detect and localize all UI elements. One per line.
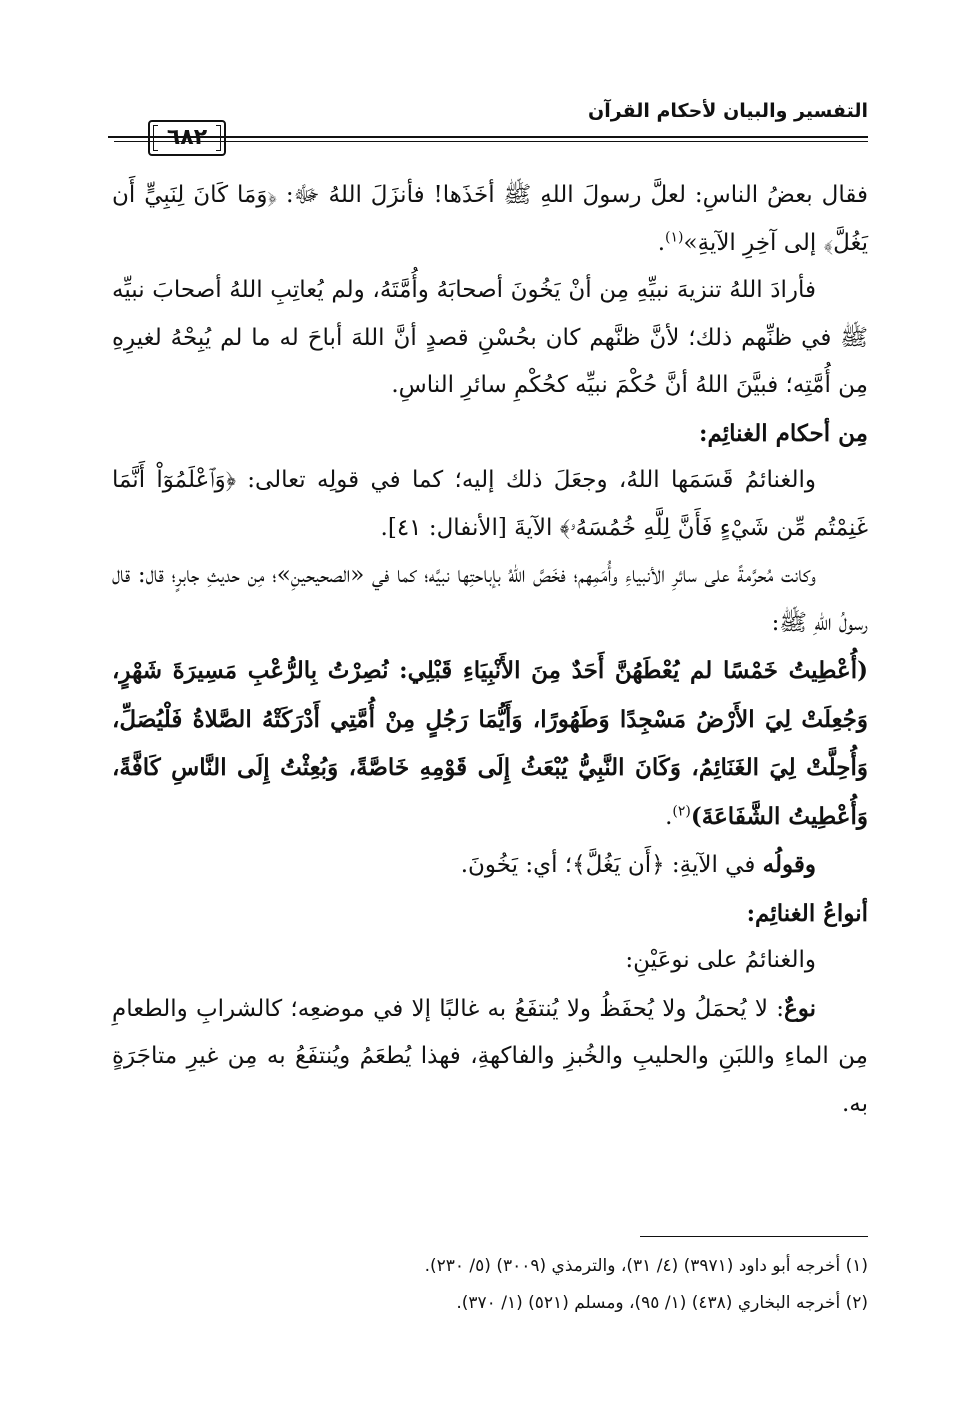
paragraph bbox=[112, 985, 868, 1129]
book-title: التفسير والبيان لأحكام القرآن bbox=[588, 100, 868, 122]
paragraph bbox=[112, 841, 868, 890]
hadith-text bbox=[112, 647, 868, 841]
paragraph: فأرادَ اللهُ تنزيهَ نبيِّهِ مِن أنْ يَخُونَ أصحابَهُ وأُمَّتَهُ، ولم يُعاتِبِ اللهُ أصحابَ نبيِّه ﷺ في ظنِّهم ذلك؛ لأنَّ ظنَّهم كان بحُسْنِ قصدٍ أنَّ اللهَ أباحَ له ما لم يُبِحْهُ لغيرِهِ مِن أُمَّتِه؛ فبيَّنَ اللهُ أنَّ حُكْمَ نبيِّه كحُكْمِ سائرِ الناسِ. bbox=[112, 277, 868, 398]
page-number: ٦٨٢ bbox=[148, 120, 226, 156]
paragraph-text: فقال بعضُ الناسِ: لعلَّ رسولَ اللهِ ﷺ أخَذَها! فأنزَلَ اللهُ ﷻ: ﴿وَمَا كَانَ لِنَبِيٍّ أَن يَغُلَّ﴾ إلى آخِرِ الآيةِ» bbox=[112, 182, 868, 256]
running-header bbox=[108, 92, 868, 156]
hadith-quote: (أُعْطِيتُ خَمْسًا لم يُعْطَهُنَّ أَحَدٌ مِنَ الأَنْبِيَاءِ قَبْلِي: نُصِرْتُ بِالرُّعْبِ مَسِيرَةَ شَهْرٍ، وَجُعِلَتْ لِيَ الأَرْضُ مَسْجِدًا وَطَهُورًا، وَأَيُّمَا رَجُلٍ مِنْ أُمَّتِي أَدْرَكَتْهُ الصَّلاةُ فَلْيُصَلِّ، وَأُحِلَّتْ لِيَ الغَنَائِمُ، وَكَانَ النَّبِيُّ يُبْعَثُ إِلَى قَوْمِهِ خَاصَّةً، وَبُعِثْتُ إِلَى النَّاسِ كَافَّةً، وَأُعْطِيتُ الشَّفَاعَةَ) bbox=[112, 657, 868, 830]
footnote-ref: (٢) bbox=[672, 802, 691, 819]
header-rule-thin bbox=[114, 141, 868, 142]
footnote-separator bbox=[640, 1236, 868, 1237]
main-text bbox=[112, 172, 868, 1128]
footnote-2: (٢) أخرجه البخاري (٤٣٨) (١/ ٩٥)، ومسلم (٥٢١) (١/ ٣٧٠). bbox=[456, 1293, 868, 1313]
punctuation: . bbox=[665, 803, 673, 830]
footnote-1: (١) أخرجه أبو داود (٣٩٧١) (٤/ ٣١)، والترمذي (٣٠٠٩) (٥/ ٢٣٠). bbox=[424, 1256, 868, 1276]
paragraph-text: : لا يُحمَلُ ولا يُحفَظُ ولا يُنتفَعُ به غالبًا إلا في موضعِه؛ كالشرابِ والطعامِ مِن الماءِ واللبَنِ والحليبِ والخُبزِ والفاكهةِ، فهذا يُطعَمُ ويُنتفَعُ به مِن غيرِ متاجَرَةٍ به. bbox=[112, 995, 868, 1117]
paragraph: والغنائمُ على نوعَيْنِ: bbox=[625, 947, 816, 973]
section-heading: أنواعُ الغنائِم: bbox=[746, 899, 868, 927]
footnotes bbox=[112, 1248, 868, 1322]
header-rule bbox=[114, 136, 868, 138]
section-heading: مِن أحكام الغنائِم: bbox=[698, 419, 868, 447]
punctuation: . bbox=[657, 229, 666, 256]
lead-word: نوعٌ bbox=[783, 994, 816, 1022]
footnote-ref: (١) bbox=[665, 228, 684, 245]
lead-word: وقولُه bbox=[762, 851, 816, 878]
paragraph-text: في الآيةِ: ﴿أَن يَغُلَّ﴾؛ أي: يَخُونَ. bbox=[460, 852, 763, 878]
paragraph: وكانت مُحرَّمةً على سائرِ الأنبياءِ وأُمَمِهم؛ فخَصَّ اللهُ بإباحتِها نبيَّه؛ كما في «الصحيحينِ»؛ مِن حديثِ جابرٍ؛ قال: قال رسولُ اللهِ ﷺ: bbox=[112, 562, 868, 636]
paragraph bbox=[112, 172, 868, 267]
paragraph: والغنائمُ قَسَمَها اللهُ، وجعَلَ ذلك إليه؛ كما في قولِه تعالى: ﴿وَٱعْلَمُوٓاْ أَنَّمَا غَنِمْتُم مِّن شَيْءٍ فَأَنَّ لِلَّهِ خُمُسَهُۥ﴾ الآيةَ [الأنفال: ٤١]. bbox=[112, 467, 868, 541]
